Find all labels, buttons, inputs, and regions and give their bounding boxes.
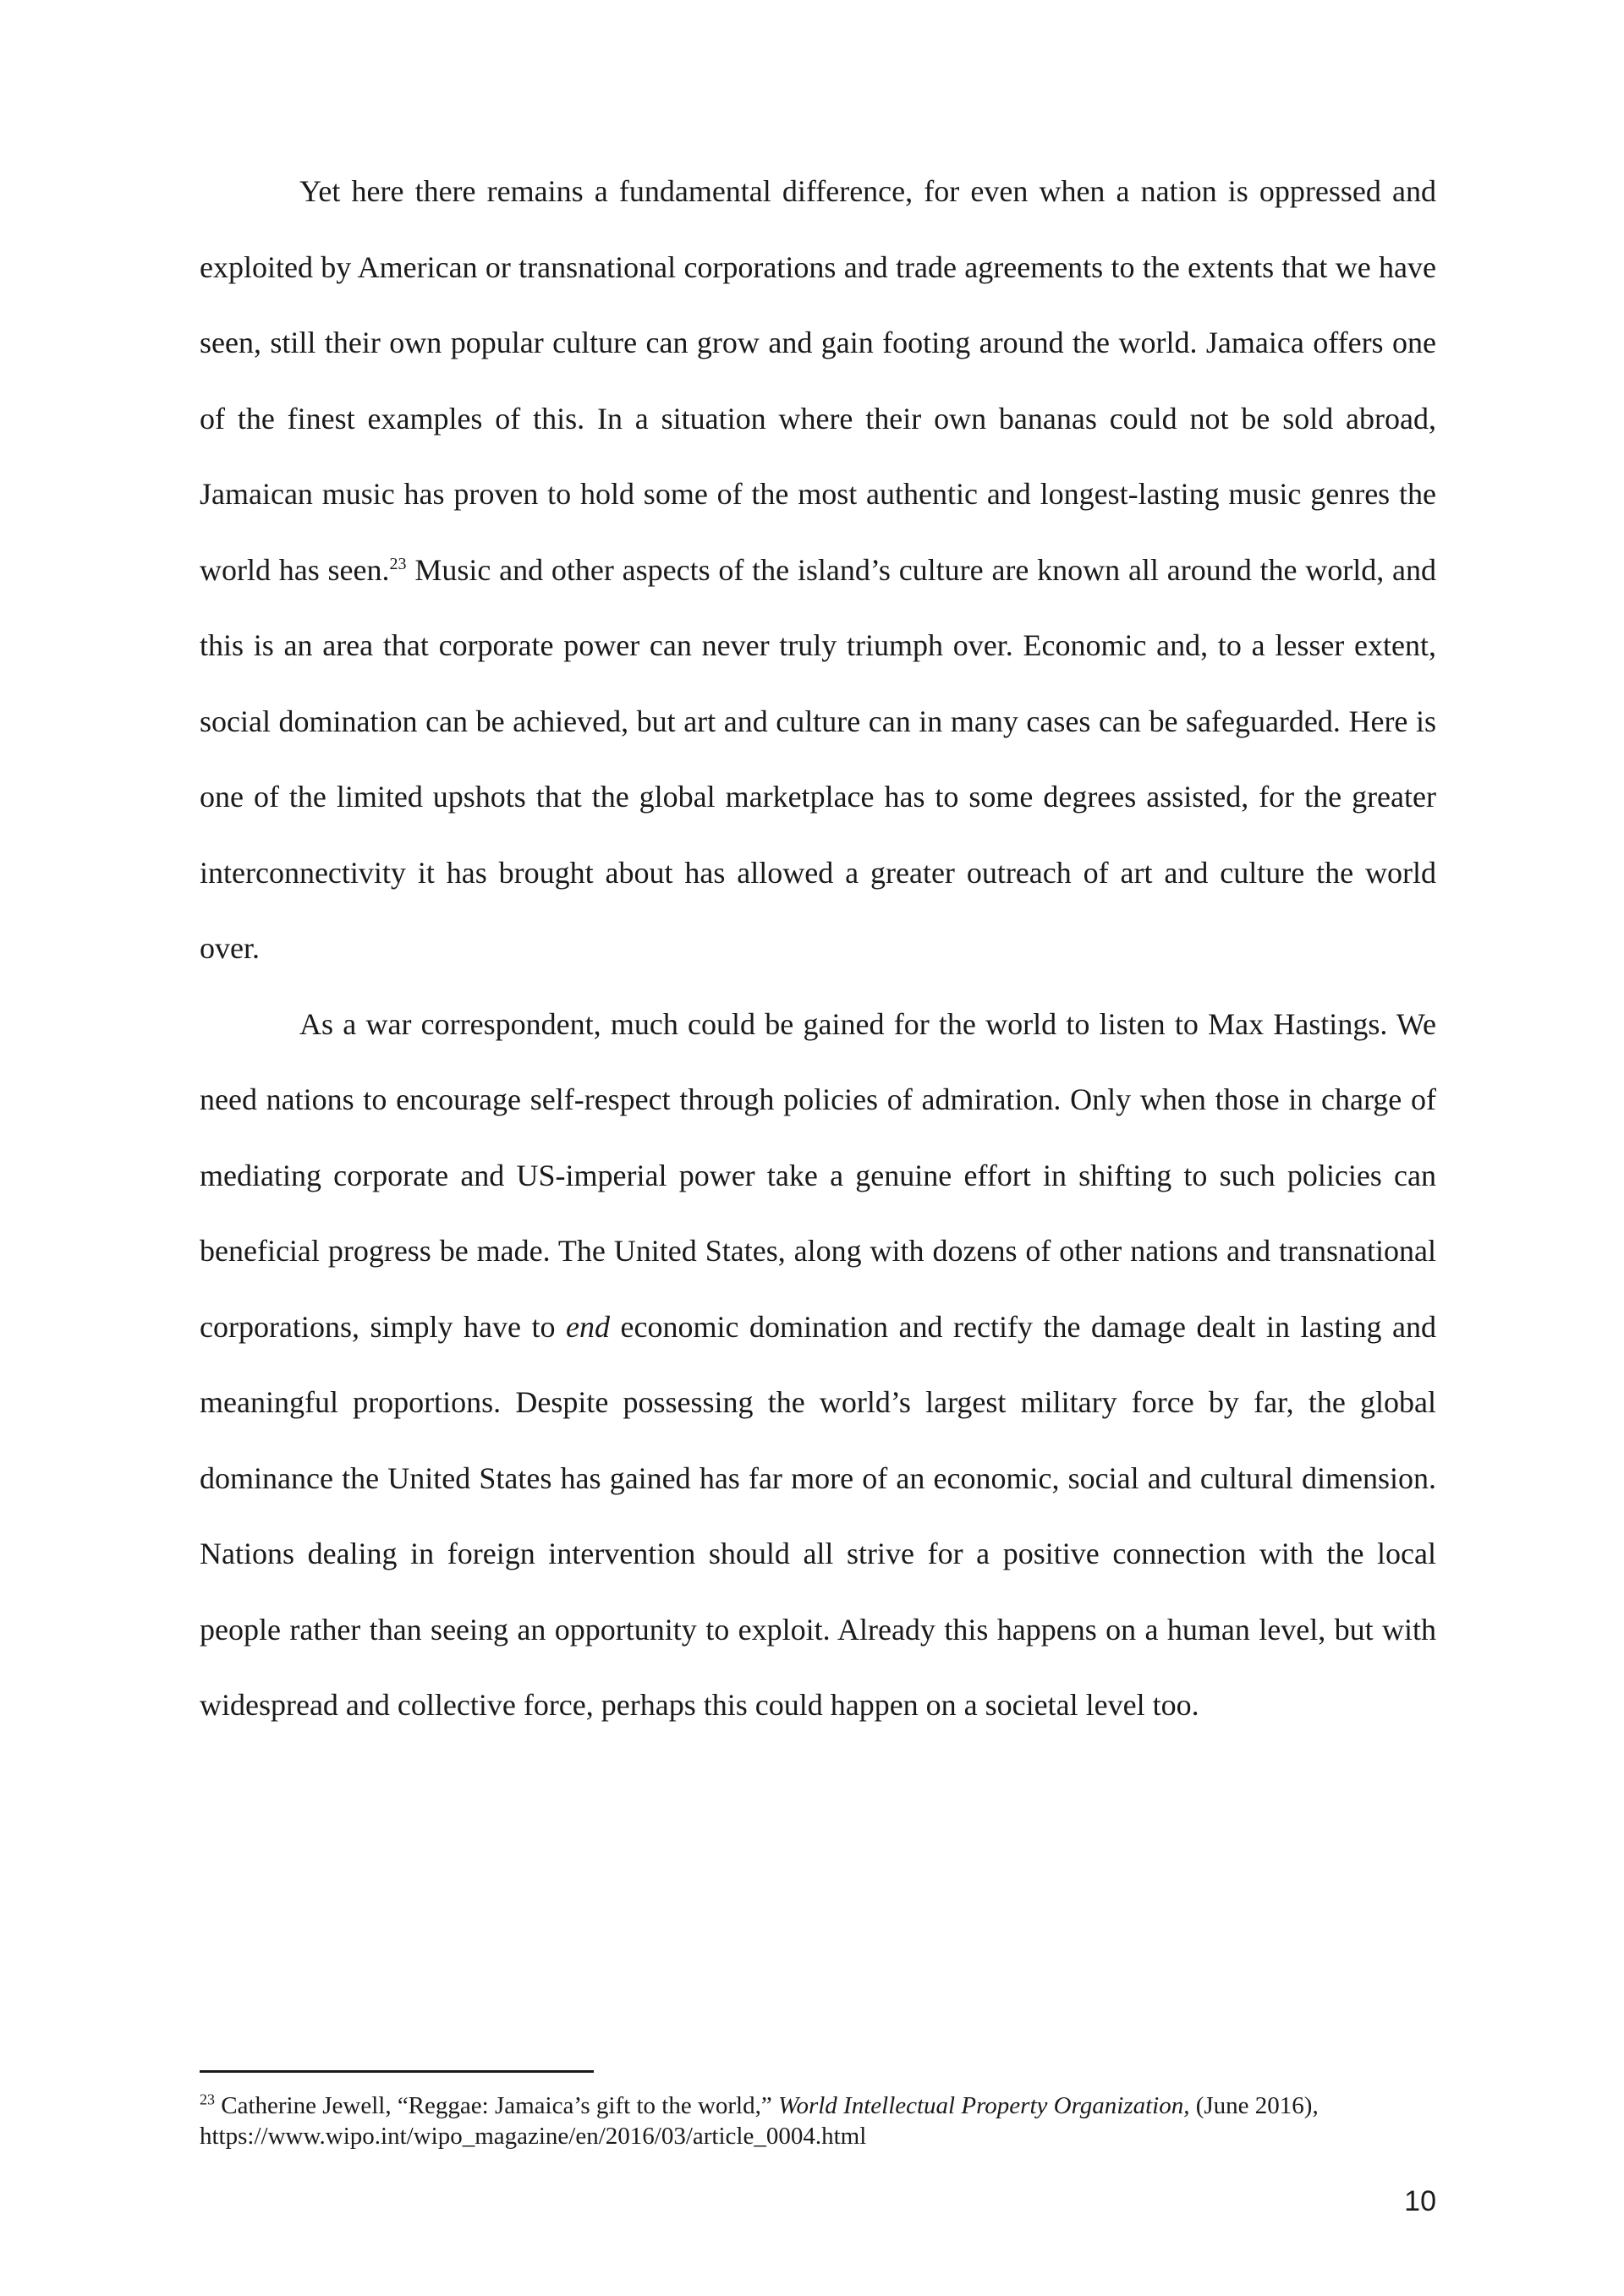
- footnote-separator: [200, 2070, 594, 2073]
- footnote-text-b: (June 2016), https://www.wipo.int/wipo_magazine/en/2016/03/article_0004.html: [200, 2092, 1319, 2150]
- paragraph-2: [200, 987, 1436, 1744]
- paragraph-1-text-a: Yet here there remains a fundamental difference, for even when a nation is oppressed and exploited by American or transnational corporations and trade agreements to the extents that we have seen, still their own popular culture can grow and gain footing around the world. Jamaica offers one of the finest examples of this. In a situation where their own bananas could not be sold abroad, Jamaican music has proven to hold some of the most authentic and longest-lasting music genres the world has seen.: [200, 174, 1436, 587]
- footnote-23: [200, 2091, 1436, 2151]
- emphasis-end: end: [566, 1309, 611, 1344]
- page-number: 10: [1404, 2185, 1436, 2217]
- footnote-source-title: World Intellectual Property Organization,: [777, 2092, 1190, 2119]
- body-text: [200, 154, 1436, 1744]
- footnote-number: 23: [200, 2091, 215, 2108]
- paragraph-2-text-a: As a war correspondent, much could be gained for the world to listen to Max Hastings. We need nations to encourage self-respect through policies of admiration. Only when those in charge of mediating corporate and US-imperial power take a genuine effort in shifting to such policies can beneficial progress be made. The United States, along with dozens of other nations and transnational corporations, simply have to: [200, 1006, 1436, 1344]
- footnote-text-a: Catherine Jewell, “Reggae: Jamaica’s gift to the world,”: [215, 2092, 778, 2119]
- paragraph-1-text-b: Music and other aspects of the island’s culture are known all around the world, and this is an area that corporate power can never truly triumph over. Economic and, to a lesser extent, social domination can be achieved, but art and culture can in many cases can be safeguarded. Here is one of the limited upshots that the global marketplace has to some degrees assisted, for the greater interconnectivity it has brought about has allowed a greater outreach of art and culture the world over.: [200, 552, 1436, 965]
- paragraph-1: [200, 154, 1436, 987]
- paragraph-2-text-b: economic domination and rectify the damage dealt in lasting and meaningful proportions. Despite possessing the world’s largest military force by far, the global dominance the United States has gained has far more of an economic, social and cultural dimension. Nations dealing in foreign intervention should all strive for a positive connection with the local people rather than seeing an opportunity to exploit. Already this happens on a human level, but with widespread and collective force, perhaps this could happen on a societal level too.: [200, 1309, 1437, 1722]
- footnote-reference-23[interactable]: 23: [389, 554, 407, 573]
